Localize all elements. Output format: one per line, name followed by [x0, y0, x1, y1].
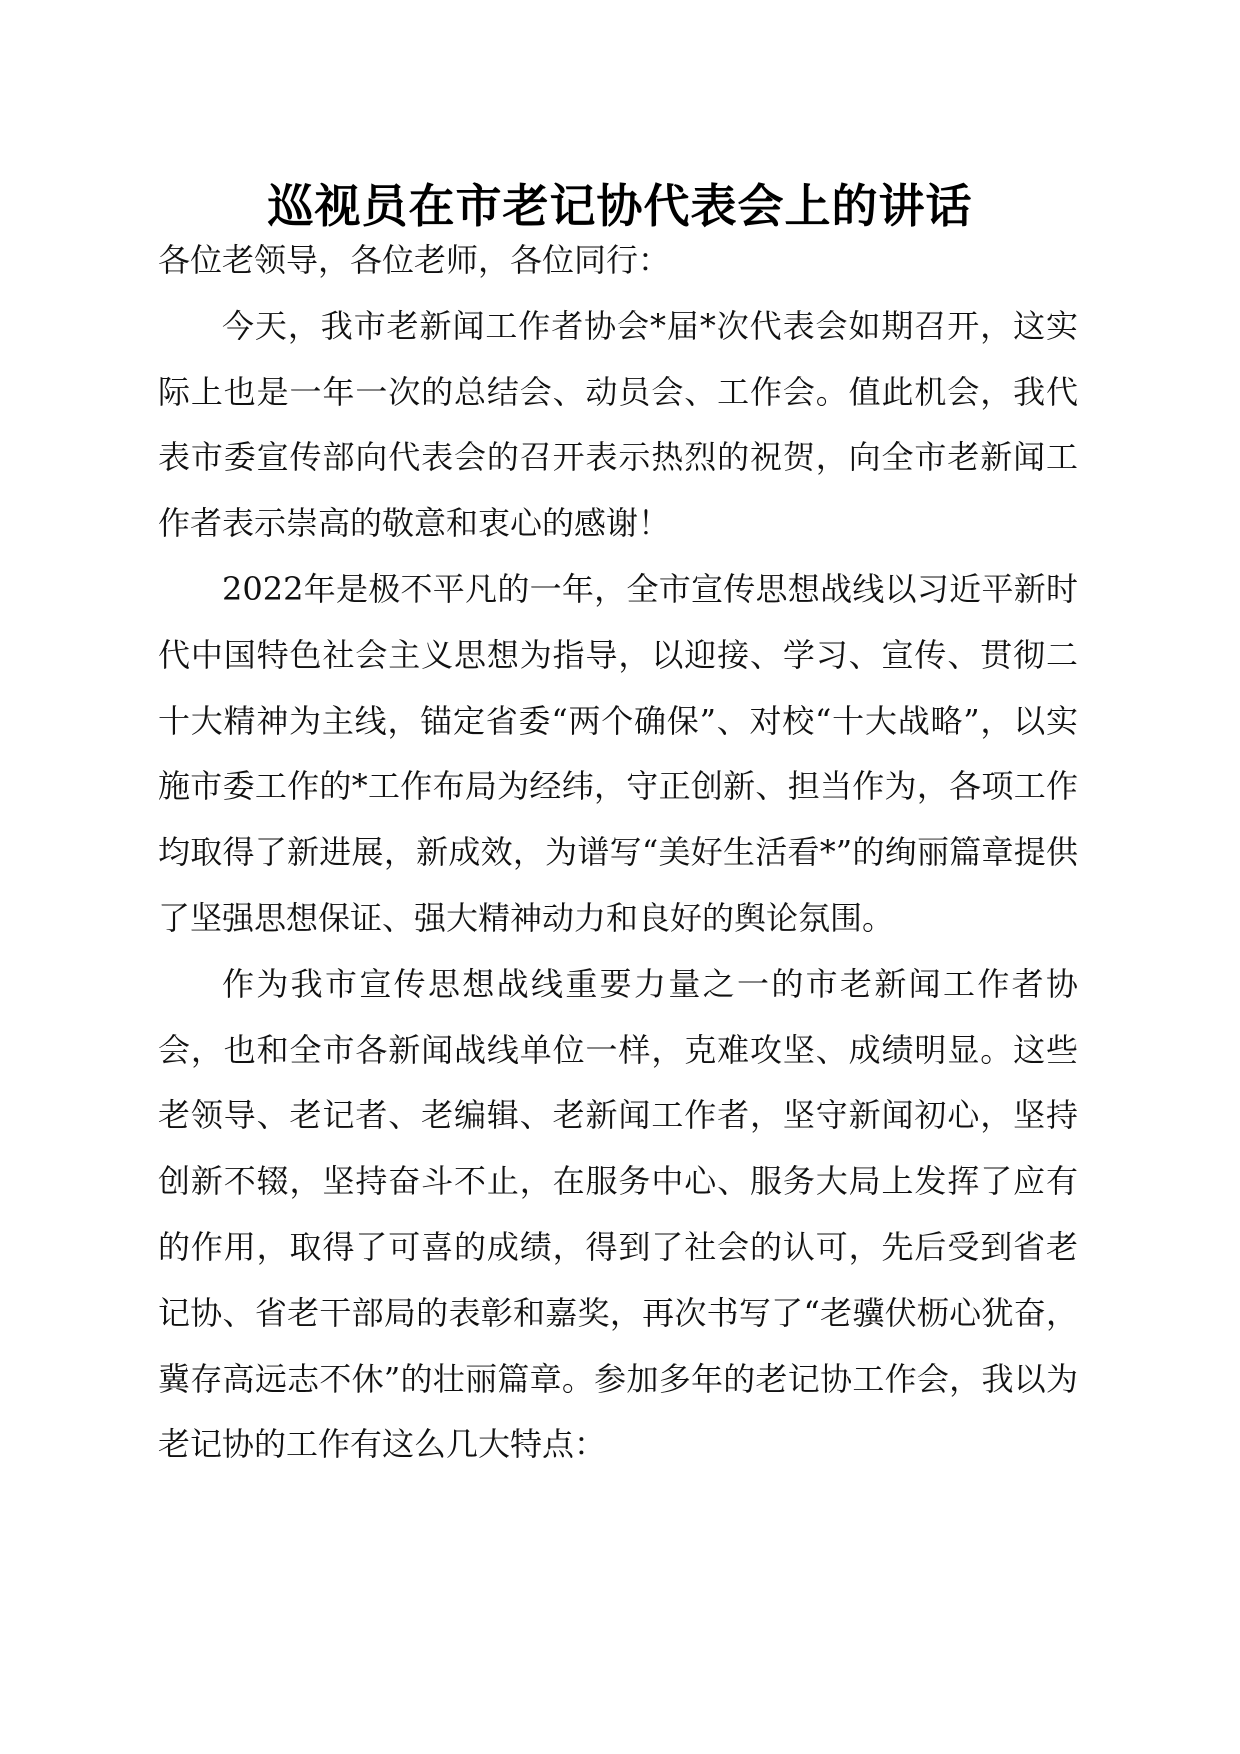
paragraph-1: 今天，我市老新闻工作者协会*届*次代表会如期召开，这实际上也是一年一次的总结会、动员会、工作会。值此机会，我代表市委宣传部向代表会的召开表示热烈的祝贺，向全市老新闻工作者表示崇高的敬意和衷心的感谢！ — [158, 306, 1078, 543]
document-title: 巡视员在市老记协代表会上的讲话 — [267, 179, 973, 233]
document-body — [158, 228, 1078, 1478]
salutation: 各位老领导，各位老师，各位同行： — [158, 241, 671, 279]
paragraph-3: 作为我市宣传思想战线重要力量之一的市老新闻工作者协会，也和全市各新闻战线单位一样，克难攻坚、成绩明显。这些老领导、老记者、老编辑、老新闻工作者，坚守新闻初心，坚持创新不辍，坚持奋斗不止，在服务中心、服务大局上发挥了应有的作用，取得了可喜的成绩，得到了社会的认可，先后受到省老记协、省老干部局的表彰和嘉奖，再次书写了“老骥伏枥心犹奋，冀存高远志不休”的壮丽篇章。参加多年的老记协工作会，我以为老记协的工作有这么几大特点： — [158, 964, 1078, 1464]
paragraph-2: 2022年是极不平凡的一年，全市宣传思想战线以习近平新时代中国特色社会主义思想为指导，以迎接、学习、宣传、贯彻二十大精神为主线，锚定省委“两个确保”、对校“十大战略”，以实施市委工作的*工作布局为经纬，守正创新、担当作为，各项工作均取得了新进展，新成效，为谱写“美好生活看*”的绚丽篇章提供了坚强思想保证、强大精神动力和良好的舆论氛围。 — [158, 569, 1078, 937]
